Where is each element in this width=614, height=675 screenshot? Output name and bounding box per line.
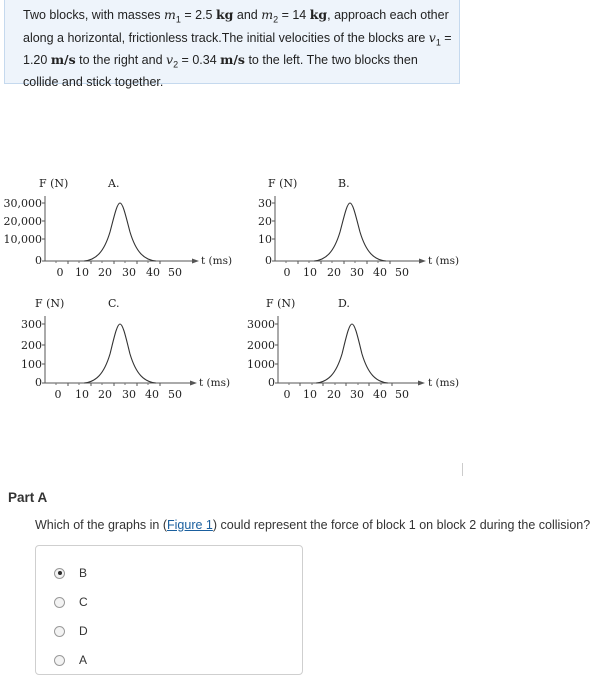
graph-c-xtick-1: 10 <box>75 388 89 401</box>
graph-b-xtick-5: 50 <box>395 266 409 279</box>
graph-c-ytick-0: 300 <box>21 318 42 331</box>
graph-d-xtick-5: 50 <box>395 388 409 401</box>
option-a-label: A <box>79 653 88 667</box>
graph-c-ytick-1: 200 <box>21 339 42 352</box>
answer-options-box <box>35 545 303 675</box>
graph-b-ylabel: F (N) <box>268 177 298 190</box>
graph-b-xtick-1: 10 <box>303 266 317 279</box>
radio-d[interactable] <box>54 626 65 637</box>
graph-a-ytick-3: 0 <box>35 254 42 267</box>
graph-b-xtick-3: 30 <box>350 266 364 279</box>
graph-c-ylabel: F (N) <box>35 297 65 310</box>
radio-a[interactable] <box>54 655 65 666</box>
graph-c-xtick-3: 30 <box>122 388 136 401</box>
graph-b <box>232 172 462 282</box>
graph-a-ytick-2: 10,000 <box>3 233 42 246</box>
graph-d-xtick-0: 0 <box>283 388 291 401</box>
graph-b-curve <box>314 203 386 261</box>
graph-a-ytick-1: 20,000 <box>3 215 42 228</box>
graph-a-xtick-0: 0 <box>56 266 64 279</box>
graph-d-ytick-2: 1000 <box>247 358 275 371</box>
graph-a-ylabel: F (N) <box>39 177 69 190</box>
graph-b-ytick-0: 30 <box>258 197 272 210</box>
graph-c-xtick-4: 40 <box>145 388 159 401</box>
graph-d-curve <box>316 324 388 383</box>
graph-a-xunit: t (ms) <box>201 255 233 267</box>
graph-d <box>232 292 462 402</box>
graph-d-xtick-1: 10 <box>303 388 317 401</box>
graph-b-ytick-3: 0 <box>265 254 272 267</box>
figure-link[interactable]: Figure 1 <box>167 518 213 532</box>
option-b[interactable] <box>54 565 87 581</box>
graph-b-ytick-2: 10 <box>258 233 272 246</box>
part-title: Part A <box>8 490 48 505</box>
graph-c-ytick-2: 100 <box>21 358 42 371</box>
problem-statement: Two blocks, with masses $m_1 = 2.5$ kg and $m_2 = 14$ kg, approach each other along a horizontal, frictionless track.The initial velocities of the blocks are $v_1 = 1.20$ m/s to the right and $v_2 = 0.34$ m/s to the left. The two blocks then collide and stick together. <box>23 7 452 89</box>
graph-a-xtick-1: 10 <box>75 266 89 279</box>
graph-d-ytick-1: 2000 <box>247 339 275 352</box>
divider-line <box>462 463 463 476</box>
graph-c-ytick-3: 0 <box>35 376 42 389</box>
graph-a-letter: A. <box>108 177 120 190</box>
option-c-label: C <box>79 595 88 609</box>
option-b-label: B <box>79 566 88 580</box>
graph-a-xtick-2: 20 <box>98 266 112 279</box>
graph-d-letter: D. <box>338 297 350 310</box>
graph-c-curve <box>84 324 156 383</box>
graph-a-xtick-4: 40 <box>146 266 160 279</box>
graph-d-ylabel: F (N) <box>266 297 296 310</box>
graph-c-letter: C. <box>108 297 120 310</box>
graph-b-xtick-4: 40 <box>373 266 387 279</box>
graph-a-xtick-3: 30 <box>122 266 136 279</box>
graph-a-curve <box>84 203 156 261</box>
graph-d-xtick-3: 30 <box>350 388 364 401</box>
option-d-label: D <box>79 624 88 638</box>
radio-c[interactable] <box>54 597 65 608</box>
graph-b-xunit: t (ms) <box>428 255 460 267</box>
graph-b-xtick-0: 0 <box>283 266 291 279</box>
radio-b[interactable] <box>54 568 65 579</box>
graph-c-xunit: t (ms) <box>199 377 231 389</box>
option-d[interactable] <box>54 623 88 639</box>
graph-d-xunit: t (ms) <box>428 377 460 389</box>
graph-c-xtick-5: 50 <box>168 388 182 401</box>
graph-a-ytick-0: 30,000 <box>3 197 42 210</box>
graph-b-xtick-2: 20 <box>327 266 341 279</box>
graph-c-xtick-2: 20 <box>98 388 112 401</box>
option-a[interactable] <box>54 652 87 668</box>
graph-c <box>4 292 231 402</box>
graph-d-xtick-4: 40 <box>373 388 387 401</box>
graph-d-ytick-0: 3000 <box>247 318 275 331</box>
problem-statement-box <box>4 0 460 89</box>
graph-a-xtick-5: 50 <box>168 266 182 279</box>
question-text: Which of the graphs in (Figure 1) could represent the force of block 1 on block 2 during the collision? <box>35 518 591 532</box>
graph-d-xtick-2: 20 <box>327 388 341 401</box>
graph-b-letter: B. <box>338 177 350 190</box>
graph-a <box>3 172 233 282</box>
graph-d-ytick-3: 0 <box>268 376 275 389</box>
graph-b-ytick-1: 20 <box>258 215 272 228</box>
graph-c-xtick-0: 0 <box>54 388 62 401</box>
option-c[interactable] <box>54 594 88 610</box>
